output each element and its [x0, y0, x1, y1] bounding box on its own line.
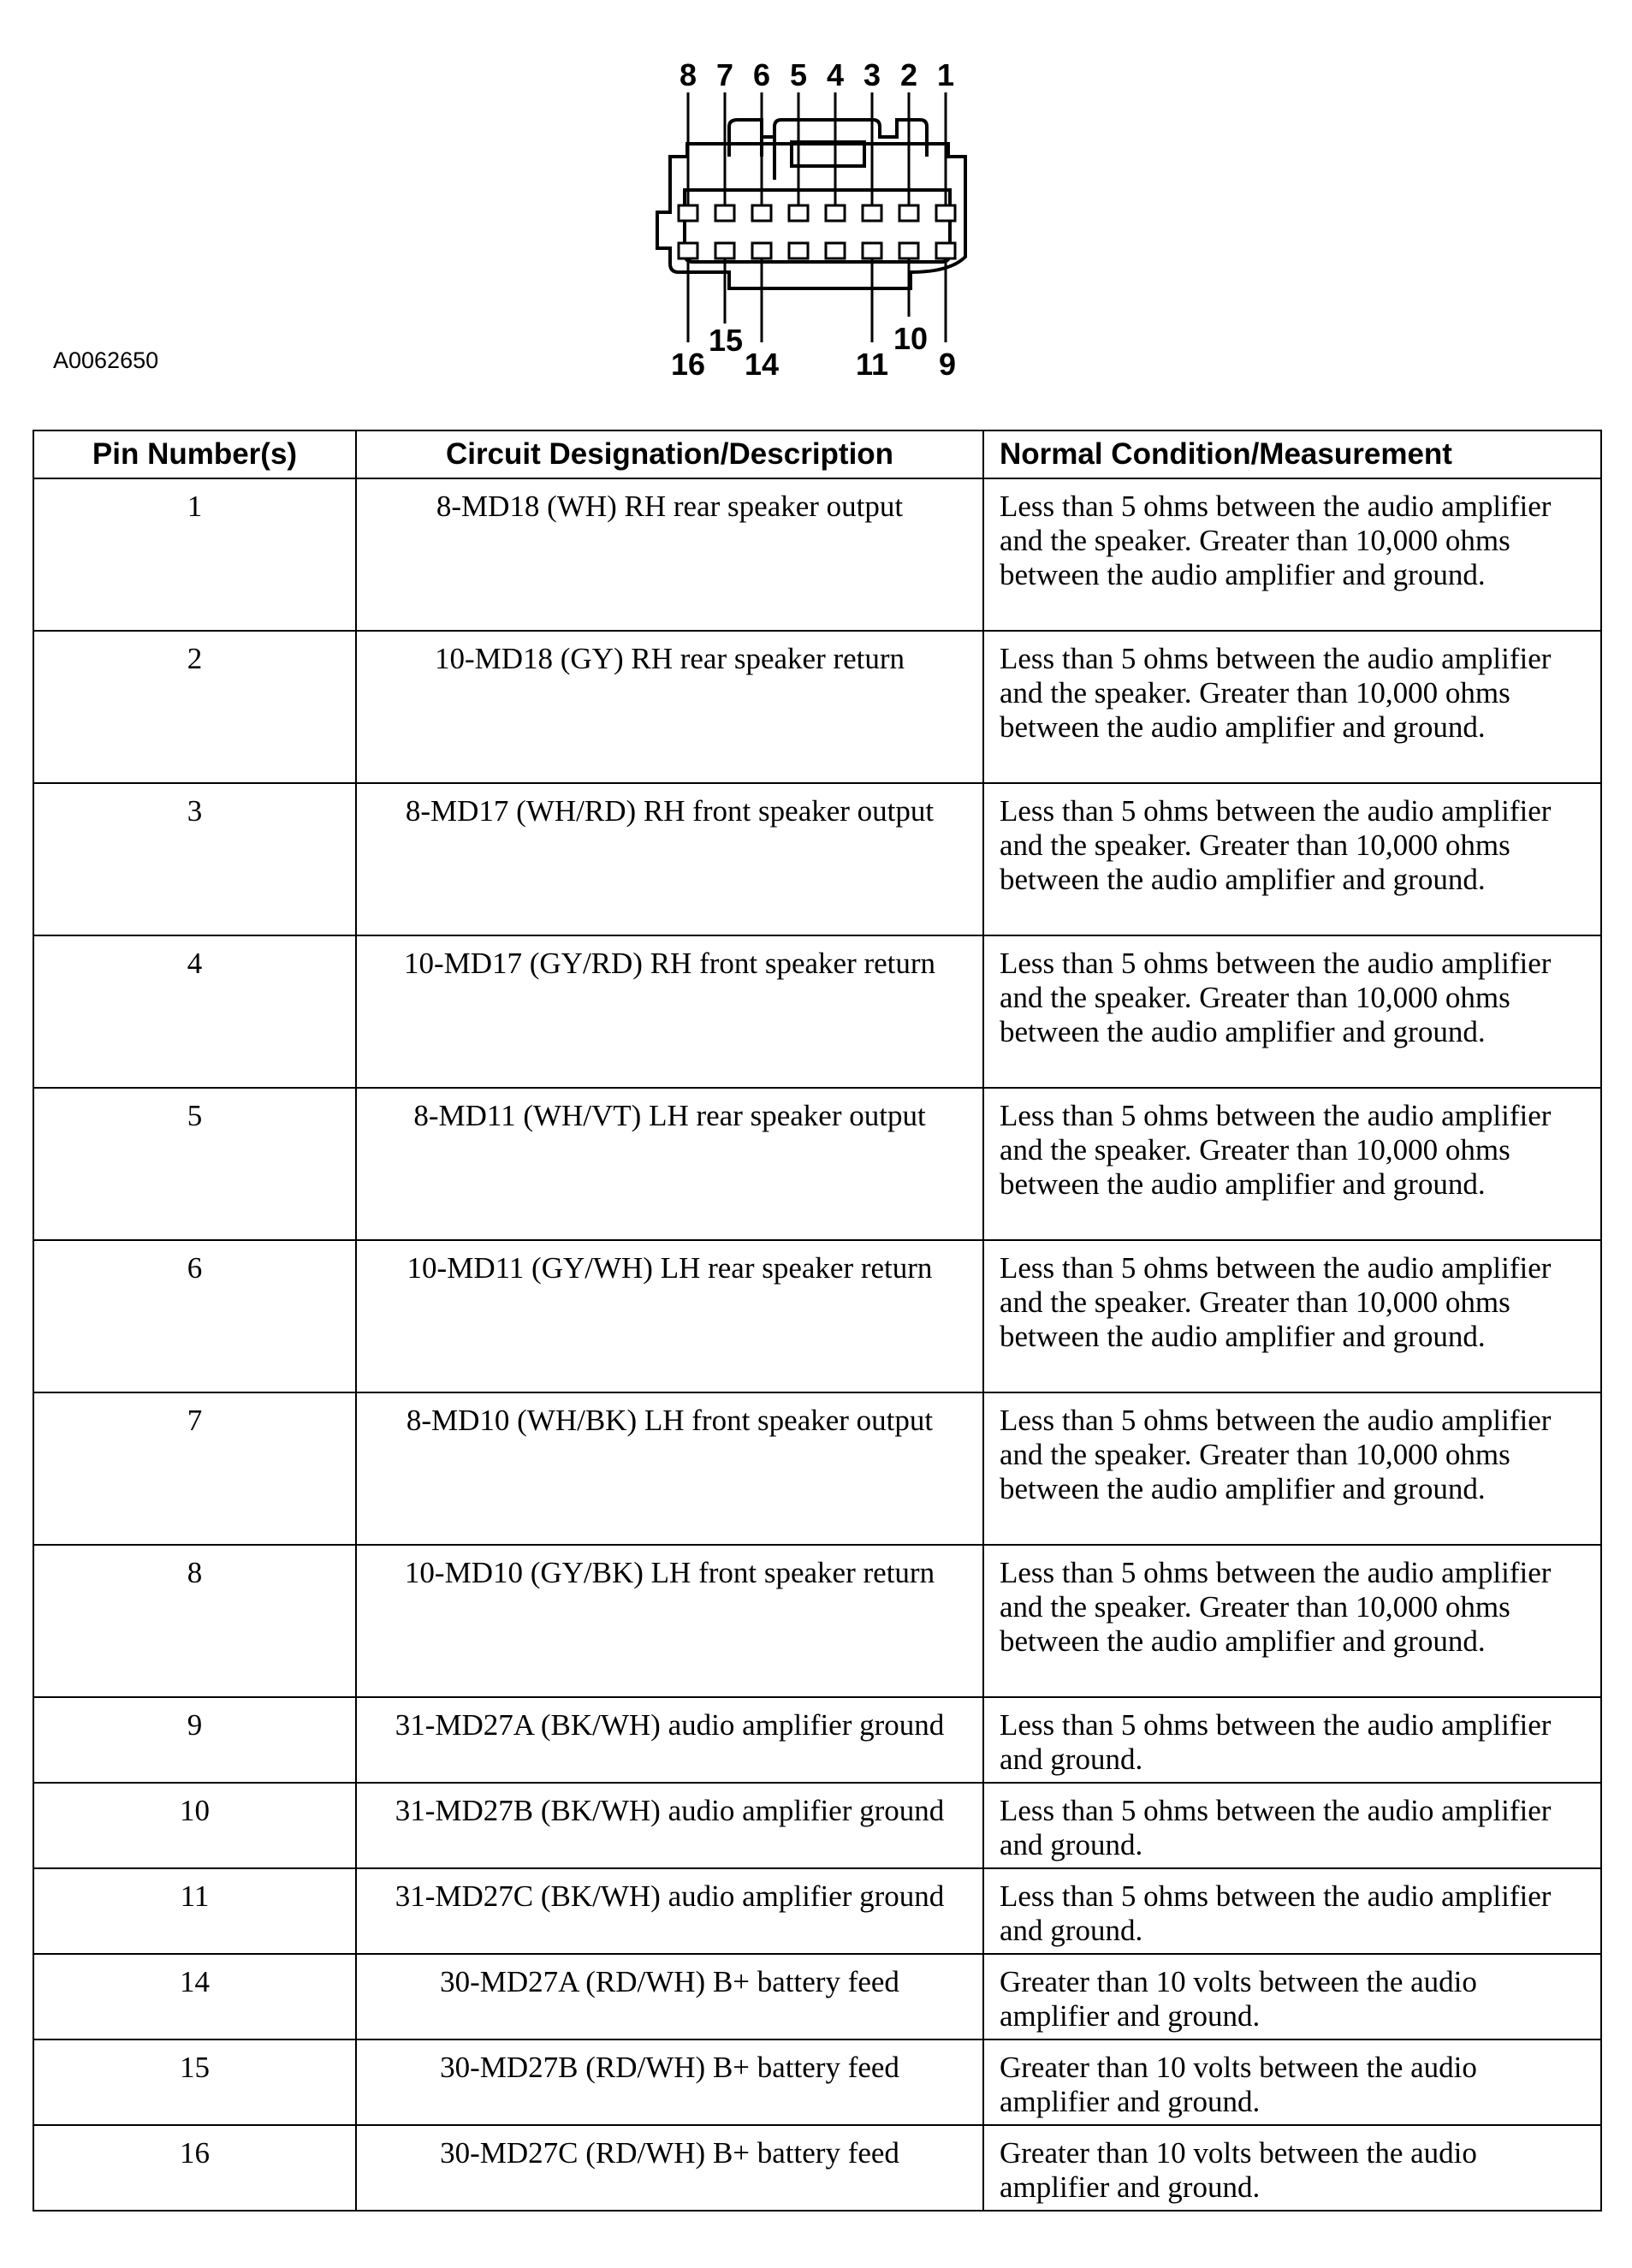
- condition-cell: Less than 5 ohms between the audio amplifier and ground.: [983, 1783, 1601, 1868]
- pin-cell: 16: [33, 2125, 356, 2211]
- condition-cell: Less than 5 ohms between the audio amplifier and the speaker. Greater than 10,000 ohms between the audio amplifier and ground.: [983, 1088, 1601, 1240]
- pin-label-15: 15: [708, 323, 744, 358]
- pin-label-8: 8: [679, 57, 697, 92]
- circuit-cell: 30-MD27C (RD/WH) B+ battery feed: [356, 2125, 983, 2211]
- table-row: [33, 1545, 1601, 1697]
- pin-cell: 11: [33, 1868, 356, 1954]
- condition-cell: Greater than 10 volts between the audio amplifier and ground.: [983, 1954, 1601, 2039]
- pin-cell: 5: [33, 1088, 356, 1240]
- pin-cavities-top: [679, 205, 955, 221]
- condition-cell: Greater than 10 volts between the audio amplifier and ground.: [983, 2125, 1601, 2211]
- circuit-cell: 30-MD27A (RD/WH) B+ battery feed: [356, 1954, 983, 2039]
- table-row: [33, 2039, 1601, 2125]
- condition-cell: Less than 5 ohms between the audio amplifier and the speaker. Greater than 10,000 ohms between the audio amplifier and ground.: [983, 631, 1601, 783]
- pin-cell: 14: [33, 1954, 356, 2039]
- pin-label-4: 4: [826, 57, 845, 92]
- table-row: [33, 478, 1601, 631]
- table-row: [33, 1392, 1601, 1545]
- circuit-cell: 10-MD10 (GY/BK) LH front speaker return: [356, 1545, 983, 1697]
- circuit-cell: 10-MD11 (GY/WH) LH rear speaker return: [356, 1240, 983, 1392]
- circuit-cell: 10-MD17 (GY/RD) RH front speaker return: [356, 935, 983, 1088]
- pin-label-14: 14: [744, 347, 780, 382]
- circuit-cell: 8-MD17 (WH/RD) RH front speaker output: [356, 783, 983, 935]
- circuit-cell: 8-MD10 (WH/BK) LH front speaker output: [356, 1392, 983, 1545]
- pin-label-6: 6: [752, 57, 771, 92]
- condition-cell: Less than 5 ohms between the audio amplifier and the speaker. Greater than 10,000 ohms between the audio amplifier and ground.: [983, 935, 1601, 1088]
- circuit-cell: 31-MD27A (BK/WH) audio amplifier ground: [356, 1697, 983, 1783]
- condition-cell: Less than 5 ohms between the audio amplifier and the speaker. Greater than 10,000 ohms between the audio amplifier and ground.: [983, 478, 1601, 631]
- pin-cell: 10: [33, 1783, 356, 1868]
- latch-window: [792, 142, 864, 166]
- pin-label-5: 5: [789, 57, 808, 92]
- pin-label-1: 1: [936, 57, 955, 92]
- circuit-cell: 30-MD27B (RD/WH) B+ battery feed: [356, 2039, 983, 2125]
- pin-cell: 15: [33, 2039, 356, 2125]
- condition-cell: Less than 5 ohms between the audio amplifier and the speaker. Greater than 10,000 ohms between the audio amplifier and ground.: [983, 1392, 1601, 1545]
- table-row: [33, 2125, 1601, 2211]
- pin-label-3: 3: [863, 57, 881, 92]
- table-header-row: [33, 430, 1601, 478]
- pin-label-9: 9: [938, 347, 957, 382]
- pin-label-16: 16: [670, 347, 706, 382]
- table-row: [33, 1697, 1601, 1783]
- pin-label-2: 2: [899, 57, 918, 92]
- figure-id: A0062650: [53, 347, 159, 373]
- table-row: [33, 1954, 1601, 2039]
- pin-cell: 6: [33, 1240, 356, 1392]
- table-row: [33, 1783, 1601, 1868]
- table-row: [33, 935, 1601, 1088]
- pin-cell: 2: [33, 631, 356, 783]
- condition-cell: Less than 5 ohms between the audio amplifier and the speaker. Greater than 10,000 ohms between the audio amplifier and ground.: [983, 1545, 1601, 1697]
- circuit-cell: 31-MD27C (BK/WH) audio amplifier ground: [356, 1868, 983, 1954]
- pin-label-7: 7: [715, 57, 734, 92]
- pin-cell: 7: [33, 1392, 356, 1545]
- pin-cell: 1: [33, 478, 356, 631]
- header-circuit: Circuit Designation/Description: [356, 430, 983, 478]
- circuit-cell: 8-MD11 (WH/VT) LH rear speaker output: [356, 1088, 983, 1240]
- condition-cell: Greater than 10 volts between the audio amplifier and ground.: [983, 2039, 1601, 2125]
- pin-cell: 4: [33, 935, 356, 1088]
- table-row: [33, 783, 1601, 935]
- pin-cell: 3: [33, 783, 356, 935]
- connector-latch: [729, 120, 927, 180]
- table-row: [33, 631, 1601, 783]
- pin-cell: 8: [33, 1545, 356, 1697]
- condition-cell: Less than 5 ohms between the audio amplifier and the speaker. Greater than 10,000 ohms between the audio amplifier and ground.: [983, 1240, 1601, 1392]
- table-row: [33, 1240, 1601, 1392]
- table-row: [33, 1868, 1601, 1954]
- circuit-cell: 31-MD27B (BK/WH) audio amplifier ground: [356, 1783, 983, 1868]
- header-condition: Normal Condition/Measurement: [983, 430, 1601, 478]
- header-pin-number: Pin Number(s): [33, 430, 356, 478]
- condition-cell: Less than 5 ohms between the audio amplifier and the speaker. Greater than 10,000 ohms between the audio amplifier and ground.: [983, 783, 1601, 935]
- pin-cell: 9: [33, 1697, 356, 1783]
- pin-label-10: 10: [893, 321, 929, 356]
- condition-cell: Less than 5 ohms between the audio amplifier and ground.: [983, 1868, 1601, 1954]
- circuit-cell: 8-MD18 (WH) RH rear speaker output: [356, 478, 983, 631]
- connector-diagram: [0, 0, 1632, 402]
- pin-label-11: 11: [855, 347, 889, 382]
- pin-cavities-bottom: [679, 243, 955, 258]
- table-row: [33, 1088, 1601, 1240]
- circuit-cell: 10-MD18 (GY) RH rear speaker return: [356, 631, 983, 783]
- condition-cell: Less than 5 ohms between the audio amplifier and ground.: [983, 1697, 1601, 1783]
- pin-table: [33, 430, 1602, 2212]
